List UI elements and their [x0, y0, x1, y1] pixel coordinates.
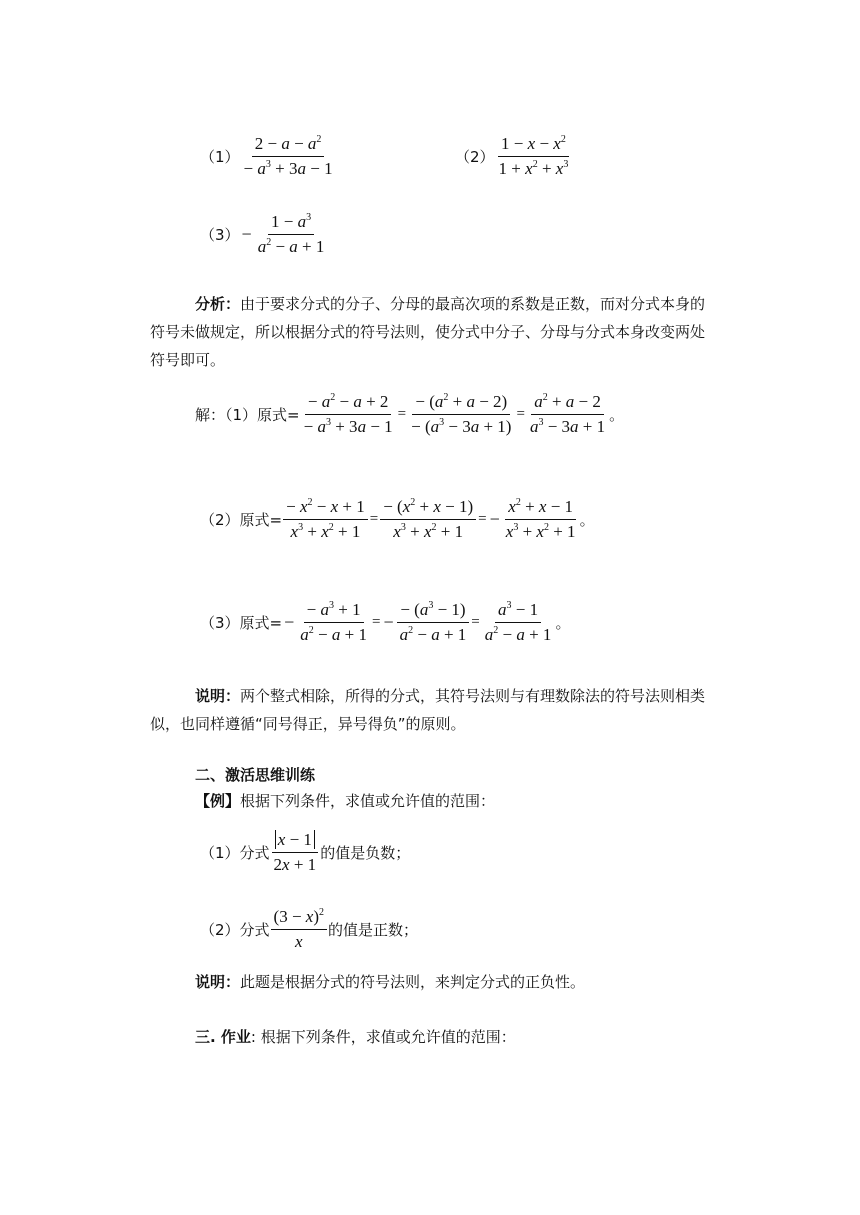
question-2-prefix: （2）分式: [200, 921, 270, 939]
solution-1-period: 。: [609, 406, 625, 424]
solution-2: （2）原式= $\frac{- x^2 - x + 1}{x^3 + x^2 + 1}$ = $\frac{- (x^2 + x - 1)}{x^3 + x^2 + 1}$ = − $\frac{x^2 + x - 1}{x^3 + x^2 + 1}$ 。: [200, 497, 595, 541]
problem-1-fraction: $\frac{2 - a - a^2}{- a^3 + 3a - 1}$: [243, 134, 333, 178]
problem-2-fraction: $\frac{1 - x - x^2}{1 + x^2 + x^3}$: [498, 134, 569, 178]
example-text: 根据下列条件，求值或允许值的范围：: [240, 792, 496, 810]
section-2-title: 二、激活思维训练: [195, 766, 316, 784]
note-1-heading: 说明：: [195, 687, 241, 705]
problem-1-label: （1）: [200, 148, 240, 166]
question-2-suffix: 的值是正数；: [328, 921, 419, 939]
solution-2-prefix: （2）原式=: [200, 511, 283, 529]
section-3-text: : 根据下列条件，求值或允许值的范围：: [250, 1028, 516, 1046]
note-2-text: 此题是根据分式的符号法则，来判定分式的正负性。: [240, 973, 586, 991]
example-line: [195, 790, 495, 811]
problem-2: [455, 132, 572, 181]
example-question-1: [200, 828, 410, 877]
solution-1: 解：（1）原式= $\frac{- a^2 - a + 2}{- a^3 + 3a - 1}$ = $\frac{- (a^2 + a - 2)}{- (a^3 - 3a + 1)}$ = $\frac{a^2 + a - 2}{a^3 - 3a + 1}$ 。: [195, 392, 625, 436]
problem-3-label: （3）: [200, 226, 240, 244]
note-1-paragraph: [150, 682, 715, 738]
solution-3: （3）原式= − $\frac{- a^3 + 1}{a^2 - a + 1}$ = − $\frac{- (a^3 - 1)}{a^2 - a + 1}$ = $\frac{a^3 - 1}{a^2 - a + 1}$ 。: [200, 600, 571, 644]
problem-3-fraction: $\frac{1 - a^3}{a^2 - a + 1}$: [257, 212, 325, 256]
problem-3: （3） − $\frac{1 - a^3}{a^2 - a + 1}$: [200, 210, 328, 259]
solution-3-prefix: （3）原式=: [200, 614, 283, 632]
analysis-heading: 分析：: [195, 295, 241, 313]
note-2-heading: 说明：: [195, 973, 241, 991]
question-1-prefix: （1）分式: [200, 844, 270, 862]
problem-1: [200, 132, 337, 181]
question-1-fraction: $\frac{x - 1}{2x + 1}$: [273, 830, 317, 874]
analysis-text: 由于要求分式的分子、分母的最高次项的系数是正数，而对分式本身的符号未做规定，所以根据分式的符号法则，使分式中分子、分母与分式本身改变两处符号即可。: [150, 295, 706, 369]
solution-3-period: 。: [555, 614, 571, 632]
question-2-fraction: $\frac{(3 - x)^2}{x}$: [271, 905, 327, 954]
solution-2-period: 。: [579, 511, 595, 529]
note-2-paragraph: [195, 971, 585, 992]
section-3-title: 三. 作业: [195, 1028, 251, 1046]
section-3-line: [195, 1026, 516, 1047]
analysis-paragraph: [150, 290, 715, 374]
problem-2-label: （2）: [455, 148, 495, 166]
example-question-2: [200, 905, 418, 954]
solution-1-prefix: 解：（1）原式=: [195, 406, 300, 424]
example-label: 【例】: [195, 792, 241, 810]
note-1-text: 两个整式相除，所得的分式，其符号法则与有理数除法的符号法则相类似，也同样遵循“同号得正，异号得负”的原则。: [150, 687, 706, 733]
question-1-suffix: 的值是负数；: [320, 844, 411, 862]
